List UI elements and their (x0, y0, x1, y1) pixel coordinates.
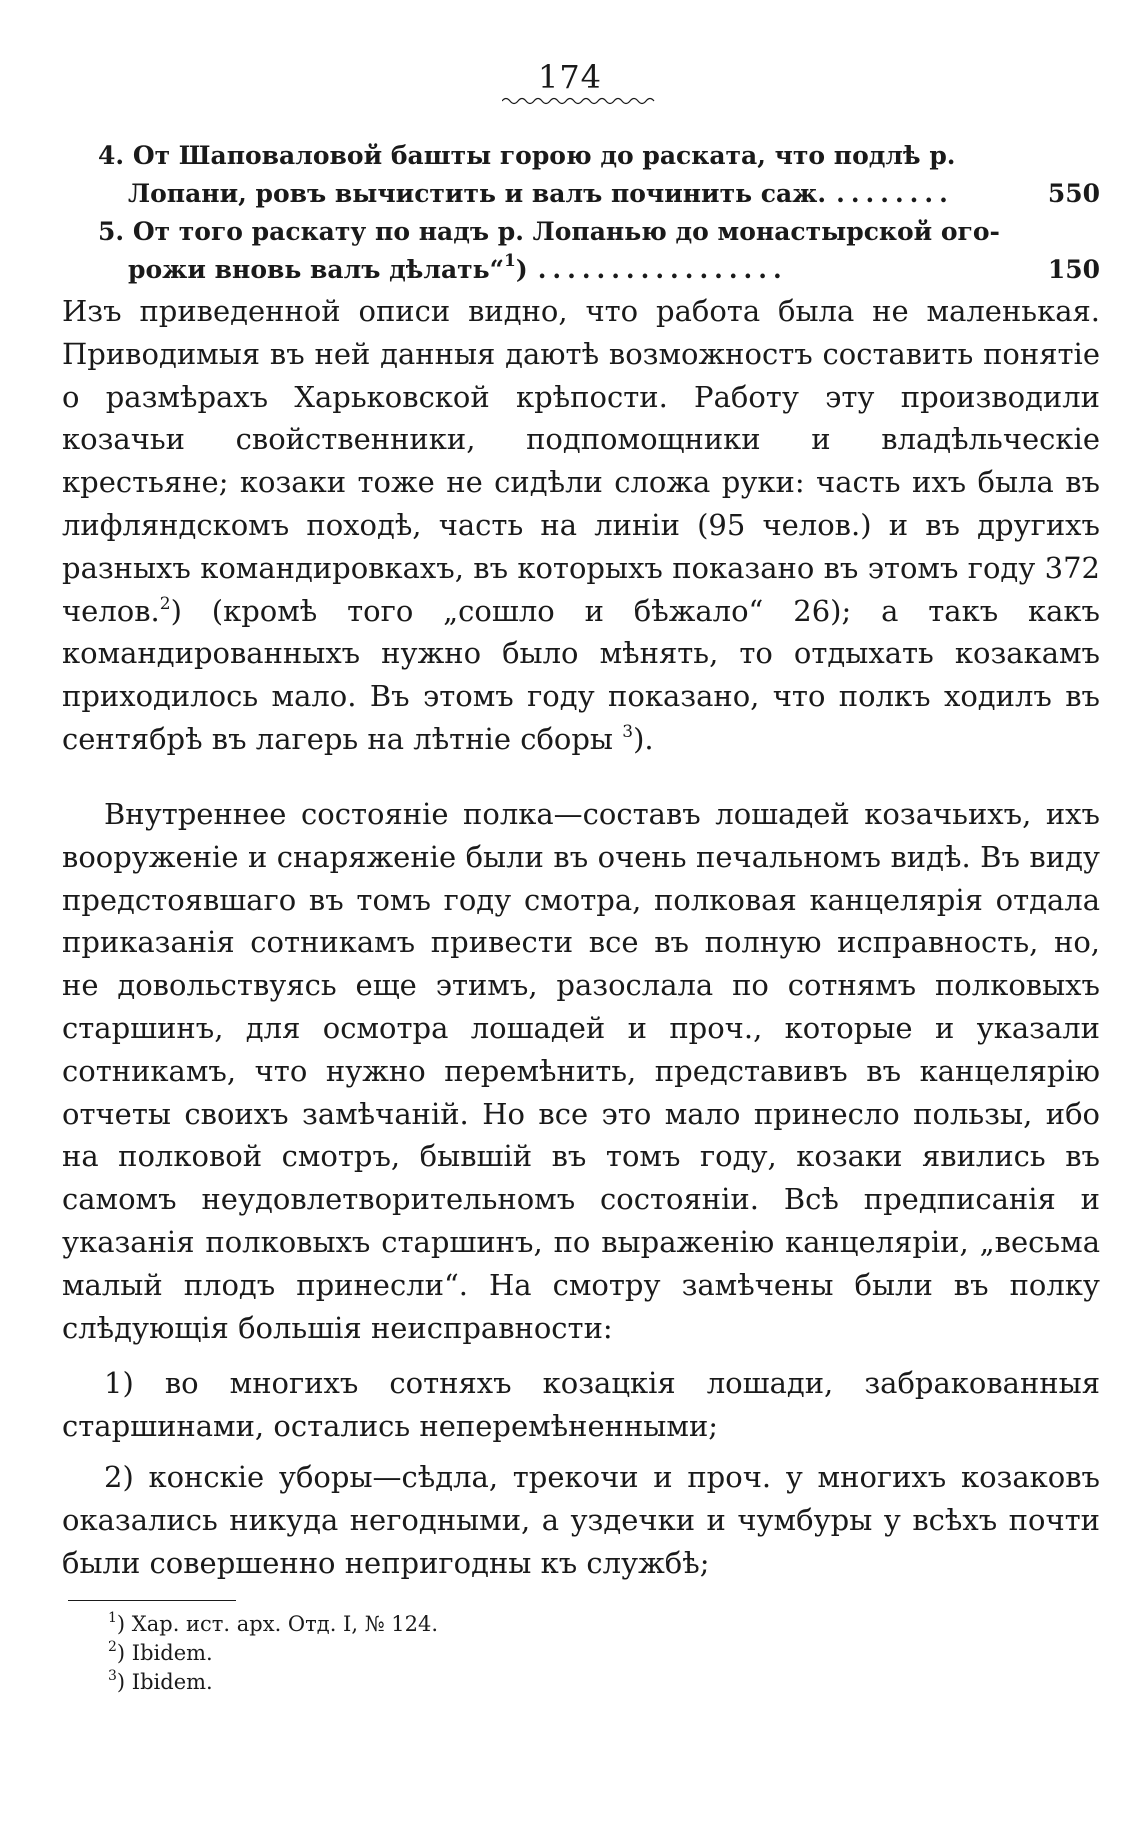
footnote-text: ) Хар. ист. арх. Отд. I, № 124. (116, 1612, 439, 1636)
footnotes (108, 1610, 708, 1697)
footnote (108, 1610, 708, 1639)
entry-leader-line (98, 251, 1100, 289)
footnote (108, 1639, 708, 1668)
entry-line (98, 213, 1100, 251)
list-item (98, 137, 1100, 213)
footnote-ref: 3 (622, 721, 634, 742)
entry-text: рожи вновь валъ дѣлать“ (128, 255, 505, 284)
paragraph (62, 290, 1100, 761)
entry-text-group (128, 251, 528, 289)
paragraph: Внутреннее состояніе полка—составъ лошадей козачьихъ, ихъ вооруженіе и снаряженіе были въ очень печальномъ видѣ. Въ виду предстоявшаго въ томъ году смотра, полковая канцелярія отдала приказанія сотникамъ привести все въ полную исправность, но, не довольствуясь еще этимъ, разослала по сотнямъ полковыхъ старшинъ, для осмотра лошадей и проч., которые и указали сотникамъ, что нужно перемѣнить, представивъ въ канцелярію отчеты своихъ замѣчаній. Но все это мало принесло пользы, ибо на полковой смотръ, бывшій въ томъ году, козаки явились въ самомъ неудовлетворительномъ состояніи. Всѣ предписанія и указанія полковыхъ старшинъ, по выраженію канцеляріи, „весьма малый плодъ принесли“. На смотру замѣчены были въ полку слѣдующія большія неисправности: (62, 797, 1100, 1345)
entry-value: 150 (1047, 255, 1100, 284)
footnote-divider (68, 1600, 236, 1601)
numbered-paragraph: 1) во многихъ сотняхъ козацкія лошади, забракованныя старшинами, остались неперемѣненными; (62, 1366, 1100, 1443)
entry-line (98, 137, 1100, 175)
page-number: 174 (537, 58, 603, 96)
list-item (98, 213, 1100, 289)
numbered-paragraph: 2) конскіе уборы—сѣдла, трекочи и проч. у многихъ козаковъ оказались никуда негодными, а уздечки и чумбуры у всѣхъ почти были совершенно непригодны къ службѣ; (62, 1460, 1100, 1580)
entry-leader-line (98, 175, 1100, 213)
paragraph-text: ). (633, 721, 654, 756)
dot-leader: ................. (537, 255, 788, 284)
footnote-mark: 1 (108, 1610, 117, 1626)
footnote-mark: 3 (108, 1668, 117, 1684)
entry-number: 4. (98, 141, 125, 170)
footnote-ref: 1 (504, 251, 516, 271)
entry-number: 5. (98, 217, 125, 246)
paragraph-text: ) (кромѣ того „сошло и бѣжало“ 26); а такъ какъ командированныхъ нужно было мѣнять, то отдыхать козакамъ приходилось мало. Въ этомъ году показано, что полкъ ходилъ въ сентябрѣ въ лагерь на лѣтніе сборы (62, 593, 1100, 756)
entry-text: Лопани, ровъ вычистить и валъ починить саж. (128, 179, 827, 208)
footnote (108, 1668, 708, 1697)
footnote-text: ) Ibidem. (116, 1641, 213, 1665)
entry-text-end: ) (515, 255, 528, 284)
paragraph-text: Изъ приведенной описи видно, что работа была не маленькая. Приводимыя въ ней данныя даютѣ возможностъ составить понятіе о размѣрахъ Харьковской крѣпости. Работу эту производили козачьи свойственники, подпомощники и владѣльческіе крестьяне; козаки тоже не сидѣли сложа руки: часть ихъ была въ лифляндскомъ походѣ, часть на линіи (95 челов.) и въ другихъ разныхъ командировкахъ, въ которыхъ показано въ этомъ году 372 челов. (62, 294, 1100, 628)
entry-text: От того раскату по надъ р. Лопанью до монастырской ого- (132, 217, 1000, 246)
entry-text: От Шаповаловой башты горою до раската, что подлѣ р. (132, 141, 956, 170)
footnote-mark: 2 (108, 1639, 117, 1655)
decorative-wavy-rule (502, 96, 658, 106)
entry-value: 550 (1047, 179, 1100, 208)
footnote-ref: 2 (159, 593, 171, 614)
footnote-text: ) Ibidem. (116, 1670, 213, 1694)
dot-leader: ........ (836, 179, 954, 208)
